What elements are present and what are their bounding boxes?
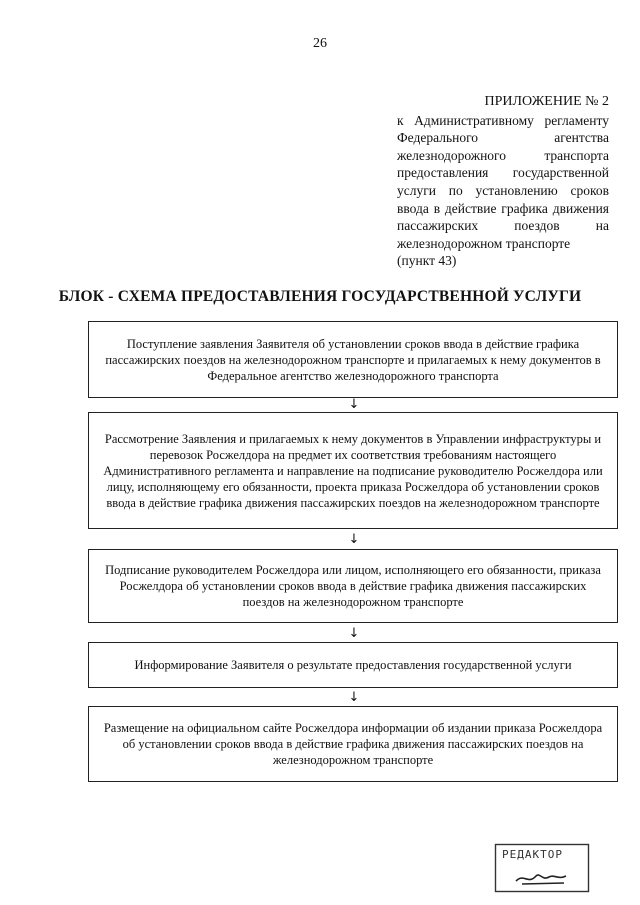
- flow-step-4: [88, 642, 618, 688]
- editor-stamp: [494, 843, 590, 893]
- signature-icon: [516, 875, 566, 884]
- flow-step-text: Информирование Заявителя о результате предоставления государственной услуги: [134, 658, 572, 672]
- appendix-block: [397, 93, 609, 270]
- flow-step-text: Размещение на официальном сайте Росжелдора информации об издании приказа Росжелдора об установлении сроков ввода в действие графика движения пассажирских поездов на железнодорожном транспорте: [103, 721, 603, 767]
- flowchart-heading: БЛОК - СХЕМА ПРЕДОСТАВЛЕНИЯ ГОСУДАРСТВЕННОЙ УСЛУГИ: [58, 288, 582, 305]
- flow-step-text: Рассмотрение Заявления и прилагаемых к нему документов в Управлении инфраструктуры и перевозок Росжелдора на предмет их соответствия требованиям настоящего Административного регламента и направление на подписание руководителю Росжелдора или лицу, исполняющему его обязанности, проекта приказа Росжелдора об установлении сроков ввода в действие графика движения пассажирских поездов на железнодорожном транспорте: [103, 431, 603, 510]
- arrow-down-icon: ↓: [348, 532, 360, 547]
- flow-step-3: [88, 549, 618, 623]
- arrow-down-icon: ↓: [348, 626, 360, 641]
- flow-step-1: [88, 321, 618, 398]
- appendix-title: ПРИЛОЖЕНИЕ № 2: [484, 94, 609, 109]
- flow-step-text: Подписание руководителем Росжелдора или лицом, исполняющего его обязанности, приказа Росжелдора об установлении сроков ввода в действие графика движения пассажирских поездов на железнодорожном транспорте: [105, 563, 601, 609]
- appendix-point: (пункт 43): [397, 253, 457, 269]
- stamp-label: РЕДАКТОР: [502, 848, 563, 861]
- appendix-text: к Административному регламенту Федерального агентства железнодорожного транспорта предоставления государственной услуги по установлению сроков ввода в действие графика движения пассажирских поездов на железнодорожном транспорте: [397, 112, 609, 251]
- flow-step-text: Поступление заявления Заявителя об установлении сроков ввода в действие графика пассажирских поездов на железнодорожном транспорте и прилагаемых к нему документов в Федеральное агентство железнодорожного транспорта: [105, 336, 601, 383]
- flow-step-2: [88, 412, 618, 529]
- arrow-down-icon: ↓: [348, 690, 360, 705]
- page-number: 26: [313, 36, 327, 51]
- flow-step-5: [88, 706, 618, 782]
- arrow-down-icon: ↓: [348, 397, 360, 412]
